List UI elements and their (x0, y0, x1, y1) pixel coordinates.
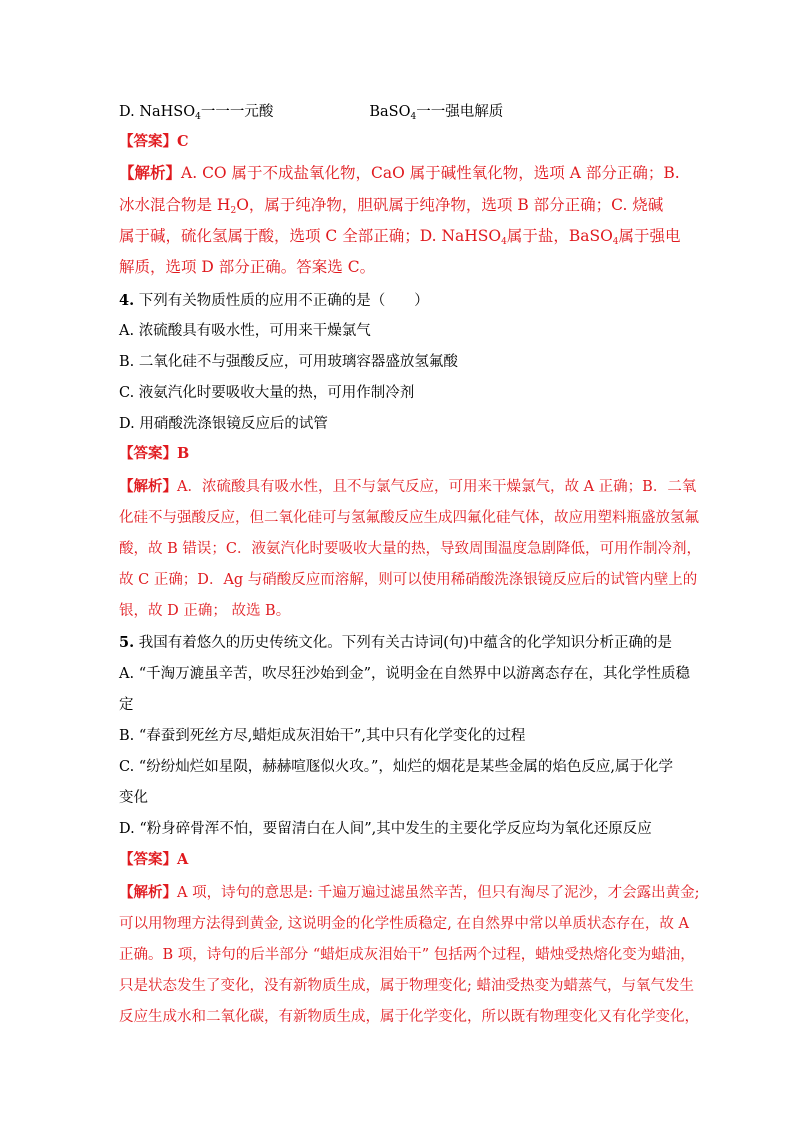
q3-analysis-line-4 (119, 257, 375, 277)
question-number: 4. (119, 292, 135, 309)
sub: 2 (230, 206, 237, 216)
q4-analysis-line-1 (119, 477, 696, 497)
q5-analysis-line-1 (119, 883, 699, 903)
q5-stem (119, 633, 672, 653)
analysis-label: 【解析】 (119, 478, 177, 495)
question-stem: 我国有着悠久的历史传统文化。下列有关古诗词(句)中蕴含的化学知识分析正确的是 (138, 635, 673, 651)
analysis-text: 解质，选项 D 部分正确。答案选 C。 (119, 258, 376, 276)
answer-value: B (177, 445, 190, 462)
answer-label: 【答案】 (119, 445, 177, 462)
answer-value: C (177, 133, 189, 150)
option-d-left: D. NaHSO (119, 104, 196, 120)
analysis-text: 属于碱，硫化氢属于酸，选项 C 全部正确；D. NaHSO (119, 227, 502, 245)
option-d-left-rest: 一一一元酸 (200, 104, 274, 120)
q4-option-d: D. 用硝酸洗涤银镜反应后的试管 (119, 416, 328, 432)
q4-analysis-line-4: 故 C 正确；D．Ag 与硝酸反应而溶解，则可以使用稀硝酸洗涤银镜反应后的试管内壁上的 (119, 572, 698, 588)
option-d-right: BaSO (369, 104, 411, 120)
q3-analysis-line-1 (119, 163, 680, 183)
answer-value: A (177, 851, 189, 868)
answer-label: 【答案】 (119, 133, 177, 150)
q4-option-c: C. 液氨汽化时要吸收大量的热，可用作制冷剂 (119, 385, 415, 401)
q5-option-a-cont: 定 (119, 697, 134, 713)
q4-analysis-line-2: 化硅不与强酸反应，但二氧化硅可与氢氟酸反应生成四氟化硅气体，故应用塑料瓶盛放氢氟 (119, 510, 699, 526)
q3-analysis-line-2 (119, 195, 663, 215)
analysis-label: 【解析】 (119, 884, 177, 901)
q5-option-c: C. “纷纷灿烂如星陨，赫赫喧豗似火攻。”，灿烂的烟花是某些金属的焰色反应,属于化学 (119, 759, 673, 775)
analysis-text: A 项，诗句的意思是: 千遍万遍过滤虽然辛苦，但只有淘尽了泥沙，才会露出黄金; (177, 885, 700, 901)
analysis-text: O，属于纯净物，胆矾属于纯净物，选项 B 部分正确；C. 烧碱 (236, 196, 664, 214)
q5-option-b: B. “春蚕到死丝方尽,蜡炬成灰泪始干”,其中只有化学变化的过程 (119, 728, 526, 744)
q5-analysis-line-4: 只是状态发生了变化，没有新物质生成，属于物理变化; 蜡油受热变为蜡蒸气，与氧气发生 (119, 978, 694, 994)
analysis-label: 【解析】 (119, 163, 182, 182)
q4-answer (119, 444, 189, 464)
q4-analysis-line-3: 酸，故 B 错误；C．液氨汽化时要吸收大量的热，导致周围温度急剧降低，可用作制冷剂， (119, 541, 701, 557)
q5-analysis-line-5: 反应生成水和二氧化碳，有新物质生成，属于化学变化，所以既有物理变化又有化学变化， (119, 1009, 699, 1025)
sub: 4 (501, 237, 507, 247)
q4-stem (119, 291, 429, 311)
q3-analysis-line-3 (119, 226, 681, 246)
analysis-text: A. CO 属于不成盐氧化物，CaO 属于碱性氧化物，选项 A 部分正确；B. (181, 164, 680, 182)
q4-option-b: B. 二氧化硅不与强酸反应，可用玻璃容器盛放氢氟酸 (119, 354, 458, 370)
analysis-text: 属于盐，BaSO (506, 227, 613, 245)
q3-option-d (119, 102, 503, 122)
q5-analysis-line-2: 可以用物理方法得到黄金, 这说明金的化学性质稳定, 在自然界中常以单质状态存在，故 A (119, 916, 690, 932)
sub: 4 (195, 112, 201, 122)
q5-analysis-line-3: 正确。B 项，诗句的后半部分 “蜡炬成灰泪始干” 包括两个过程，蜡烛受热熔化变为蜡油， (119, 947, 695, 963)
analysis-text: 冰水混合物是 H (119, 196, 231, 214)
q4-analysis-line-5: 银，故 D 正确； 故选 B。 (119, 603, 291, 619)
analysis-text: A．浓硫酸具有吸水性，且不与氯气反应，可用来干燥氯气，故 A 正确；B．二氧 (177, 479, 697, 495)
q3-answer (119, 132, 189, 152)
option-d-right-rest: 一一强电解质 (416, 104, 504, 120)
sub: 4 (612, 237, 619, 247)
q4-option-a: A. 浓硫酸具有吸水性，可用来干燥氯气 (119, 323, 371, 339)
q5-answer (119, 850, 188, 870)
q5-option-d: D. “粉身碎骨浑不怕，要留清白在人间”,其中发生的主要化学反应均为氧化还原反应 (119, 821, 652, 837)
q5-option-c-cont: 变化 (119, 790, 148, 806)
question-stem: 下列有关物质性质的应用不正确的是（ ） (138, 293, 429, 309)
answer-label: 【答案】 (119, 851, 177, 868)
question-number: 5. (119, 634, 135, 651)
sub: 4 (410, 112, 417, 122)
q5-option-a: A. “千淘万漉虽辛苦，吹尽狂沙始到金”，说明金在自然界中以游离态存在，其化学性质稳 (119, 666, 691, 682)
analysis-text: 属于强电 (618, 227, 681, 245)
